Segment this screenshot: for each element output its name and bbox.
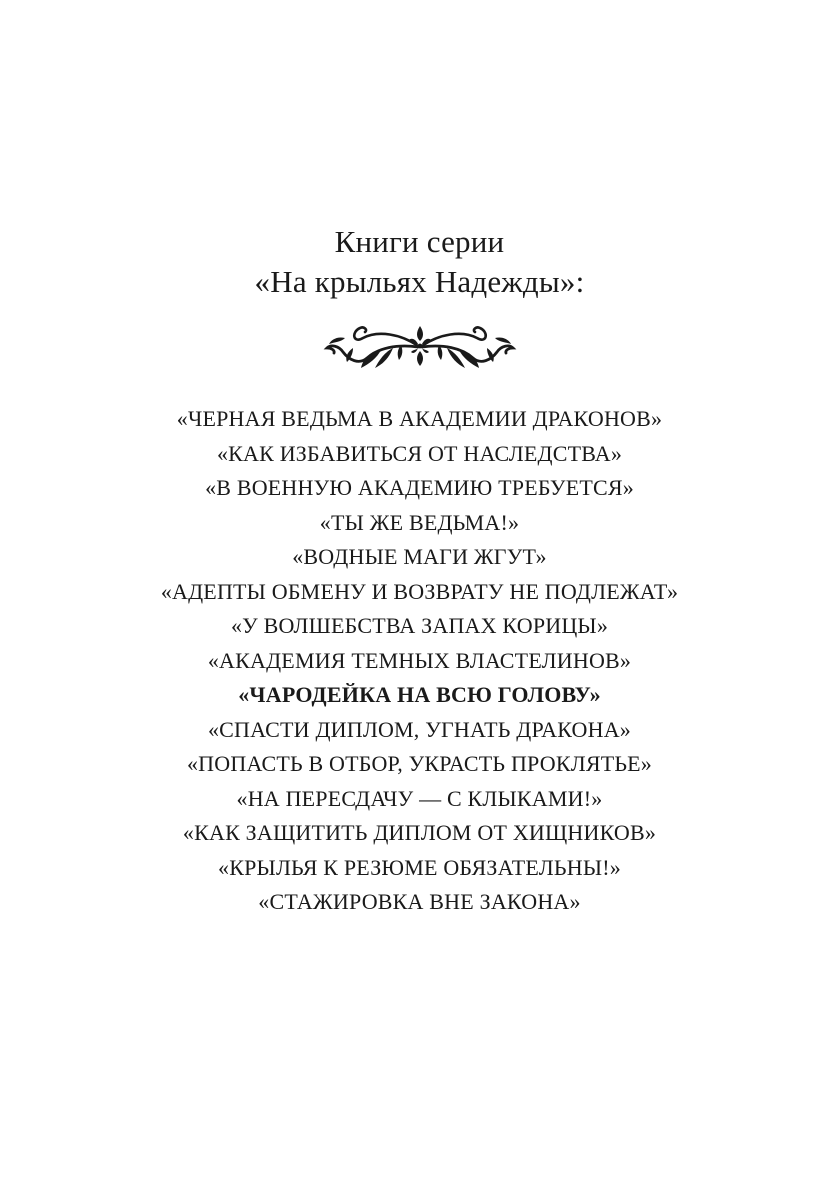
book-title: «ПОПАСТЬ В ОТБОР, УКРАСТЬ ПРОКЛЯТЬЕ» <box>186 751 653 776</box>
book-title: «КРЫЛЬЯ К РЕЗЮМЕ ОБЯЗАТЕЛЬНЫ!» <box>218 854 621 880</box>
heading-line-2: «На крыльях Надежды»: <box>254 264 585 299</box>
heading-line-1: Книги серии <box>334 224 505 259</box>
book-title: «В ВОЕННУЮ АКАДЕМИЮ ТРЕБУЕТСЯ» <box>205 475 634 500</box>
book-title-current: «ЧАРОДЕЙКА НА ВСЮ ГОЛОВУ» <box>238 682 601 707</box>
book-title: «НА ПЕРЕСДАЧУ — С КЛЫКАМИ!» <box>236 785 603 811</box>
book-title: «ЧЕРНАЯ ВЕДЬМА В АКАДЕМИИ ДРАКОНОВ» <box>176 406 663 431</box>
book-title: «АКАДЕМИЯ ТЕМНЫХ ВЛАСТЕЛИНОВ» <box>207 647 632 673</box>
series-heading <box>0 222 839 302</box>
book-title: «СТАЖИРОВКА ВНЕ ЗАКОНА» <box>258 889 581 914</box>
book-title: «ВОДНЫЕ МАГИ ЖГУТ» <box>292 544 547 569</box>
book-title: «СПАСТИ ДИПЛОМ, УГНАТЬ ДРАКОНА» <box>207 716 632 742</box>
book-title: «КАК ИЗБАВИТЬСЯ ОТ НАСЛЕДСТВА» <box>216 440 623 466</box>
floral-flourish-divider-icon <box>323 318 517 374</box>
book-title: «У ВОЛШЕБСТВА ЗАПАХ КОРИЦЫ» <box>230 613 609 638</box>
book-title-list <box>0 402 839 920</box>
book-title: «КАК ЗАЩИТИТЬ ДИПЛОМ ОТ ХИЩНИКОВ» <box>182 820 657 845</box>
book-title: «ТЫ ЖЕ ВЕДЬМА!» <box>319 509 520 535</box>
book-title: «АДЕПТЫ ОБМЕНУ И ВОЗВРАТУ НЕ ПОДЛЕЖАТ» <box>160 578 679 604</box>
